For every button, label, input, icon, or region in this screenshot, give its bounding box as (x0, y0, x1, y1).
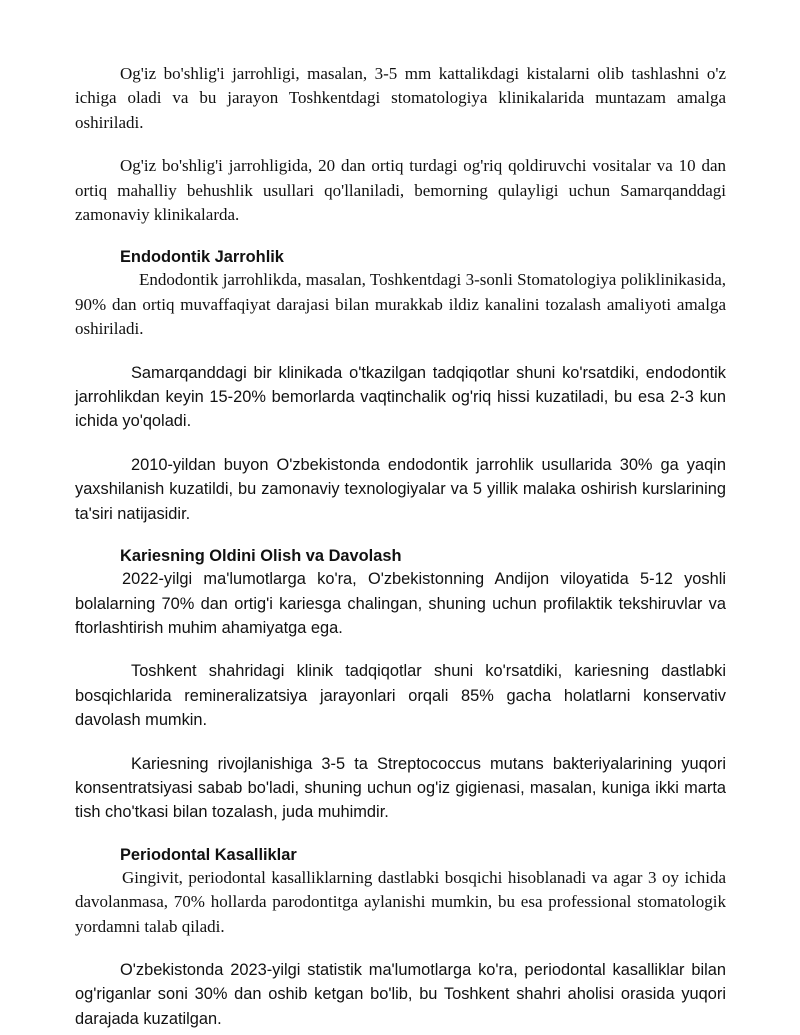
heading-caries-prevention: Kariesning Oldini Olish va Davolash (120, 547, 402, 566)
paragraph-caries-bacteria: Kariesning rivojlanishiga 3-5 ta Streptococcus mutans bakteriyalarining yuqori konsentratsiyasi sabab bo'ladi, shuning uchun og'iz gigienasi, masalan, kuniga ikki marta tish cho'tkasi bilan tozalash, juda muhimdir. (75, 754, 726, 822)
paragraph-periodontal-statistics: O'zbekistonda 2023-yilgi statistik ma'lumotlarga ko'ra, periodontal kasalliklar bilan og'riganlar soni 30% dan oshib ketgan bo'lib, bu Toshkent shahri aholisi orasida yuqori darajada kuzatilgan. (75, 960, 726, 1028)
paragraph-endodontic-success: Endodontik jarrohlikda, masalan, Toshkentdagi 3-sonli Stomatologiya poliklinikasida, 90% dan ortiq muvaffaqiyat darajasi bilan murakkab ildiz kanalini tozalash amaliyoti amalga oshiriladi. (75, 270, 726, 339)
paragraph-caries-remineralization: Toshkent shahridagi klinik tadqiqotlar shuni ko'rsatdiki, kariesning dastlabki bosqichlarida remineralizatsiya jarayonlari orqali 85% gacha holatlarni konservativ davolash mumkin. (75, 662, 726, 730)
paragraph-oral-surgery-anesthesia: Og'iz bo'shlig'i jarrohligida, 20 dan ortiq turdagi og'riq qoldiruvchi vositalar va 10 dan ortiq mahalliy behushlik usullari qo'llaniladi, bemorning qulayligi uchun Samarqanddagi zamonaviy klinikalarda. (75, 156, 726, 225)
paragraph-endodontic-pain: Samarqanddagi bir klinikada o'tkazilgan tadqiqotlar shuni ko'rsatdiki, endodontik jarrohlikdan keyin 15-20% bemorlarda vaqtinchalik og'riq hissi kuzatiladi, bu esa 2-3 kun ichida yo'qoladi. (75, 363, 726, 431)
paragraph-caries-andijan: 2022-yilgi ma'lumotlarga ko'ra, O'zbekistonning Andijon viloyatida 5-12 yoshli bolalarning 70% dan ortig'i kariesga chalingan, shuning uchun profilaktik tekshiruvlar va ftorlashtirish muhim ahamiyatga ega. (75, 570, 726, 637)
paragraph-endodontic-improvement: 2010-yildan buyon O'zbekistonda endodontik jarrohlik usullarida 30% ga yaqin yaxshilanish kuzatildi, bu zamonaviy texnologiyalar va 5 yillik malaka oshirish kurslarining ta'siri natijasidir. (75, 455, 726, 523)
paragraph-oral-surgery-cysts: Og'iz bo'shlig'i jarrohligi, masalan, 3-5 mm kattalikdagi kistalarni olib tashlashni o'z ichiga oladi va bu jarayon Toshkentdagi stomatologiya klinikalarida muntazam amalga oshiriladi. (75, 64, 726, 132)
heading-periodontal-diseases: Periodontal Kasalliklar (120, 845, 297, 864)
paragraph-periodontal-gingivitis: Gingivit, periodontal kasalliklarning dastlabki bosqichi hisoblanadi va agar 3 oy ichida davolanmasa, 70% hollarda parodontitga aylanishi mumkin, bu esa professional stomatologik yordamni talab qiladi. (75, 867, 726, 936)
heading-endodontic-surgery: Endodontik Jarrohlik (120, 248, 284, 267)
document-page (75, 62, 726, 1031)
